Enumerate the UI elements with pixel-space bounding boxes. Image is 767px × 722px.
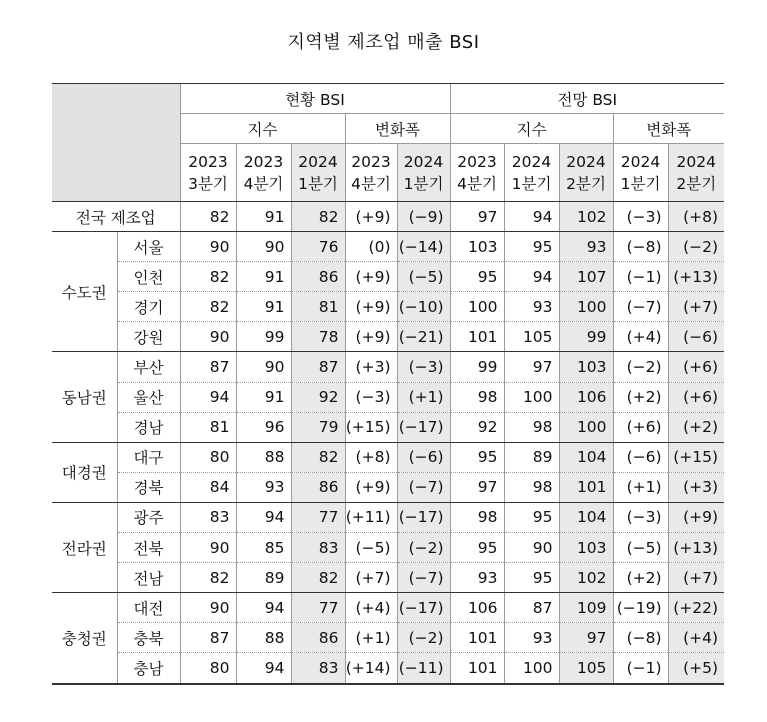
table-cell: (−17) xyxy=(397,502,450,532)
table-cell: (−3) xyxy=(397,352,450,382)
table-cell: 94 xyxy=(504,202,559,232)
header-period-year: 2023 xyxy=(243,152,284,171)
table-cell: (+1) xyxy=(397,382,450,412)
header-period-year: 2024 xyxy=(620,152,661,171)
table-cell: 88 xyxy=(236,442,291,472)
table-row-national xyxy=(52,202,724,232)
table-cell: 81 xyxy=(180,412,236,442)
table-cell: 76 xyxy=(291,232,345,262)
table-cell: 101 xyxy=(450,322,504,352)
table-cell: (+9) xyxy=(668,502,724,532)
city-label: 경남 xyxy=(117,412,180,442)
header-period-year: 2023 xyxy=(351,152,391,171)
table-cell: (+8) xyxy=(668,202,724,232)
table-cell: 98 xyxy=(450,382,504,412)
table-cell: 82 xyxy=(291,202,345,232)
table-cell: 106 xyxy=(450,593,504,623)
table-cell: 102 xyxy=(559,563,613,593)
table-cell: 92 xyxy=(450,412,504,442)
table-cell: 93 xyxy=(504,623,559,653)
table-cell: (−6) xyxy=(668,322,724,352)
table-cell: 100 xyxy=(450,292,504,322)
table-cell: (−17) xyxy=(397,412,450,442)
header-period xyxy=(613,144,668,202)
table-row xyxy=(52,653,724,684)
table-cell: 97 xyxy=(559,623,613,653)
table-cell: 90 xyxy=(236,352,291,382)
table-cell: 99 xyxy=(559,322,613,352)
table-cell: (−7) xyxy=(397,472,450,502)
city-label: 광주 xyxy=(117,502,180,532)
table-cell: (+22) xyxy=(668,593,724,623)
table-cell: 82 xyxy=(180,202,236,232)
table-cell: (+13) xyxy=(668,533,724,563)
table-cell: (−2) xyxy=(613,352,668,382)
city-label: 서울 xyxy=(117,232,180,262)
table-row xyxy=(52,232,724,262)
table-cell: (−9) xyxy=(397,202,450,232)
bsi-table xyxy=(52,84,724,685)
table-cell: 100 xyxy=(504,653,559,684)
table-cell: 98 xyxy=(504,472,559,502)
table-cell: 90 xyxy=(236,232,291,262)
table-cell: 87 xyxy=(504,593,559,623)
table-cell: (+14) xyxy=(345,653,397,684)
table-cell: (+7) xyxy=(345,563,397,593)
table-cell: (−11) xyxy=(397,653,450,684)
table-body xyxy=(52,202,724,684)
table-cell: 98 xyxy=(450,502,504,532)
table-row xyxy=(52,563,724,593)
table-cell: (+6) xyxy=(668,382,724,412)
city-label: 경기 xyxy=(117,292,180,322)
table-cell: (−5) xyxy=(613,533,668,563)
table-cell: (−3) xyxy=(613,202,668,232)
table-cell: (−3) xyxy=(613,502,668,532)
table-cell: (+2) xyxy=(613,382,668,412)
table-cell: 86 xyxy=(291,623,345,653)
table-cell: (+15) xyxy=(345,412,397,442)
table-cell: 79 xyxy=(291,412,345,442)
table-row xyxy=(52,382,724,412)
table-cell: 100 xyxy=(504,382,559,412)
table-cell: 104 xyxy=(559,442,613,472)
table-cell: (+13) xyxy=(668,262,724,292)
table-cell: 94 xyxy=(236,653,291,684)
header-outlook-bsi: 전망 BSI xyxy=(450,84,724,114)
header-outlook-index: 지수 xyxy=(450,114,613,144)
header-period-year: 2024 xyxy=(511,152,552,171)
table-row xyxy=(52,292,724,322)
table-cell: 94 xyxy=(236,502,291,532)
table-cell: 107 xyxy=(559,262,613,292)
header-period-year: 2023 xyxy=(188,152,228,171)
table-row xyxy=(52,262,724,292)
city-label: 충북 xyxy=(117,623,180,653)
table-cell: (+6) xyxy=(613,412,668,442)
table-cell: (−2) xyxy=(668,232,724,262)
table-cell: 97 xyxy=(450,472,504,502)
table-cell: (+1) xyxy=(345,623,397,653)
table-cell: 101 xyxy=(559,472,613,502)
table-cell: (−19) xyxy=(613,593,668,623)
table-cell: 93 xyxy=(236,472,291,502)
table-row xyxy=(52,593,724,623)
header-period-quarter: 4분기 xyxy=(457,174,497,193)
table-cell: 88 xyxy=(236,623,291,653)
table-cell: (+1) xyxy=(613,472,668,502)
header-current-bsi: 현황 BSI xyxy=(180,84,450,114)
table-cell: 93 xyxy=(450,563,504,593)
table-cell: (+15) xyxy=(668,442,724,472)
table-cell: 81 xyxy=(291,292,345,322)
table-title: 지역별 제조업 매출 BSI xyxy=(287,32,480,53)
table-cell: 77 xyxy=(291,502,345,532)
table-cell: 98 xyxy=(504,412,559,442)
table-cell: 78 xyxy=(291,322,345,352)
table-cell: 85 xyxy=(236,533,291,563)
table-cell: 90 xyxy=(180,593,236,623)
table-row xyxy=(52,352,724,382)
table-row xyxy=(52,442,724,472)
table-cell: 89 xyxy=(236,563,291,593)
header-period-quarter: 2분기 xyxy=(676,174,717,193)
table-row xyxy=(52,412,724,442)
table-cell: (+4) xyxy=(613,322,668,352)
table-cell: (0) xyxy=(345,232,397,262)
table-cell: (+4) xyxy=(668,623,724,653)
table-cell: (+9) xyxy=(345,202,397,232)
table-cell: (−6) xyxy=(397,442,450,472)
table-cell: 94 xyxy=(236,593,291,623)
table-row xyxy=(52,623,724,653)
header-period xyxy=(504,144,559,202)
table-cell: 91 xyxy=(236,382,291,412)
table-cell: (−1) xyxy=(613,262,668,292)
table-cell: (−7) xyxy=(397,563,450,593)
table-cell: (+7) xyxy=(668,563,724,593)
table-cell: 87 xyxy=(291,352,345,382)
table-cell: (−2) xyxy=(397,533,450,563)
table-cell: (+9) xyxy=(345,322,397,352)
table-cell: 90 xyxy=(504,533,559,563)
table-cell: (−2) xyxy=(397,623,450,653)
table-cell: 91 xyxy=(236,262,291,292)
table-cell: 93 xyxy=(559,232,613,262)
table-cell: 82 xyxy=(291,442,345,472)
header-period-quarter: 2분기 xyxy=(566,174,606,193)
table-header xyxy=(52,84,724,202)
header-period-quarter: 1분기 xyxy=(298,174,338,193)
region-label: 대경권 xyxy=(52,442,117,502)
table-cell: 103 xyxy=(450,232,504,262)
table-cell: 106 xyxy=(559,382,613,412)
table-cell: 99 xyxy=(450,352,504,382)
table-cell: (+9) xyxy=(345,262,397,292)
table-cell: 109 xyxy=(559,593,613,623)
table-cell: 84 xyxy=(180,472,236,502)
header-outlook-change: 변화폭 xyxy=(613,114,724,144)
table-cell: (+3) xyxy=(345,352,397,382)
table-cell: (+8) xyxy=(345,442,397,472)
city-label: 강원 xyxy=(117,322,180,352)
header-period-year: 2023 xyxy=(457,152,497,171)
table-cell: (−6) xyxy=(613,442,668,472)
row-label-national: 전국 제조업 xyxy=(52,202,180,232)
table-cell: (+11) xyxy=(345,502,397,532)
city-label: 부산 xyxy=(117,352,180,382)
table-cell: (+2) xyxy=(613,563,668,593)
table-cell: (−21) xyxy=(397,322,450,352)
table-cell: 104 xyxy=(559,502,613,532)
table-cell: 94 xyxy=(504,262,559,292)
header-period-quarter: 1분기 xyxy=(403,174,444,193)
table-cell: 83 xyxy=(291,533,345,563)
table-cell: 97 xyxy=(450,202,504,232)
table-cell: 92 xyxy=(291,382,345,412)
header-period xyxy=(291,144,345,202)
table-cell: 86 xyxy=(291,262,345,292)
table-cell: (+5) xyxy=(668,653,724,684)
table-cell: 87 xyxy=(180,623,236,653)
table-row xyxy=(52,502,724,532)
table-row xyxy=(52,472,724,502)
table-cell: 90 xyxy=(180,533,236,563)
header-current-change: 변화폭 xyxy=(345,114,450,144)
table-cell: 95 xyxy=(504,232,559,262)
header-period-quarter: 4분기 xyxy=(243,174,284,193)
city-label: 충남 xyxy=(117,653,180,684)
table-cell: 86 xyxy=(291,472,345,502)
table-cell: 103 xyxy=(559,533,613,563)
table-cell: (+2) xyxy=(668,412,724,442)
table-cell: 101 xyxy=(450,623,504,653)
city-label: 대전 xyxy=(117,593,180,623)
table-cell: 87 xyxy=(180,352,236,382)
table-cell: 82 xyxy=(291,563,345,593)
header-period-year: 2024 xyxy=(403,152,444,171)
table-cell: 90 xyxy=(180,232,236,262)
table-cell: 91 xyxy=(236,202,291,232)
table-cell: 82 xyxy=(180,262,236,292)
header-period xyxy=(397,144,450,202)
table-cell: 95 xyxy=(504,563,559,593)
header-period-quarter: 3분기 xyxy=(188,174,228,193)
header-period xyxy=(180,144,236,202)
table-cell: 91 xyxy=(236,292,291,322)
table-cell: 100 xyxy=(559,292,613,322)
header-period xyxy=(236,144,291,202)
table-row xyxy=(52,322,724,352)
table-cell: (−1) xyxy=(613,653,668,684)
region-label: 수도권 xyxy=(52,232,117,352)
region-label: 전라권 xyxy=(52,502,117,592)
table-cell: (−5) xyxy=(345,533,397,563)
table-cell: 99 xyxy=(236,322,291,352)
table-cell: (+9) xyxy=(345,292,397,322)
city-label: 전남 xyxy=(117,563,180,593)
city-label: 인천 xyxy=(117,262,180,292)
table-cell: 90 xyxy=(180,322,236,352)
city-label: 울산 xyxy=(117,382,180,412)
table-cell: 100 xyxy=(559,412,613,442)
table-cell: (+4) xyxy=(345,593,397,623)
table-cell: (−8) xyxy=(613,623,668,653)
header-period xyxy=(345,144,397,202)
table-cell: 80 xyxy=(180,442,236,472)
table-cell: (−14) xyxy=(397,232,450,262)
table-cell: (−3) xyxy=(345,382,397,412)
region-label: 충청권 xyxy=(52,593,117,684)
table-cell: (−5) xyxy=(397,262,450,292)
city-label: 경북 xyxy=(117,472,180,502)
table-cell: 89 xyxy=(504,442,559,472)
table-cell: (−10) xyxy=(397,292,450,322)
table-cell: 77 xyxy=(291,593,345,623)
header-current-index: 지수 xyxy=(180,114,345,144)
table-cell: (+6) xyxy=(668,352,724,382)
city-label: 전북 xyxy=(117,533,180,563)
table-cell: 95 xyxy=(450,533,504,563)
table-cell: 94 xyxy=(180,382,236,412)
header-period xyxy=(668,144,724,202)
table-row xyxy=(52,533,724,563)
table-cell: (+3) xyxy=(668,472,724,502)
table-cell: (+7) xyxy=(668,292,724,322)
table-cell: 96 xyxy=(236,412,291,442)
table-cell: (+9) xyxy=(345,472,397,502)
table-cell: 95 xyxy=(504,502,559,532)
table-cell: 101 xyxy=(450,653,504,684)
table-cell: 80 xyxy=(180,653,236,684)
header-period-quarter: 1분기 xyxy=(620,174,661,193)
table-cell: 103 xyxy=(559,352,613,382)
table-cell: (−7) xyxy=(613,292,668,322)
region-label: 동남권 xyxy=(52,352,117,442)
table-cell: 82 xyxy=(180,563,236,593)
header-corner xyxy=(52,84,180,202)
table-cell: 95 xyxy=(450,442,504,472)
table-cell: 95 xyxy=(450,262,504,292)
table-cell: 105 xyxy=(504,322,559,352)
header-period xyxy=(450,144,504,202)
table-cell: 82 xyxy=(180,292,236,322)
header-period-year: 2024 xyxy=(676,152,716,171)
table-cell: (−8) xyxy=(613,232,668,262)
city-label: 대구 xyxy=(117,442,180,472)
header-period-quarter: 1분기 xyxy=(511,174,552,193)
table-cell: 83 xyxy=(291,653,345,684)
table-cell: 93 xyxy=(504,292,559,322)
header-period-year: 2024 xyxy=(298,152,338,171)
table-cell: 105 xyxy=(559,653,613,684)
table-cell: 102 xyxy=(559,202,613,232)
table-cell: (−17) xyxy=(397,593,450,623)
header-period xyxy=(559,144,613,202)
table-cell: 97 xyxy=(504,352,559,382)
header-period-quarter: 4분기 xyxy=(351,174,391,193)
table-cell: 83 xyxy=(180,502,236,532)
header-period-year: 2024 xyxy=(566,152,606,171)
